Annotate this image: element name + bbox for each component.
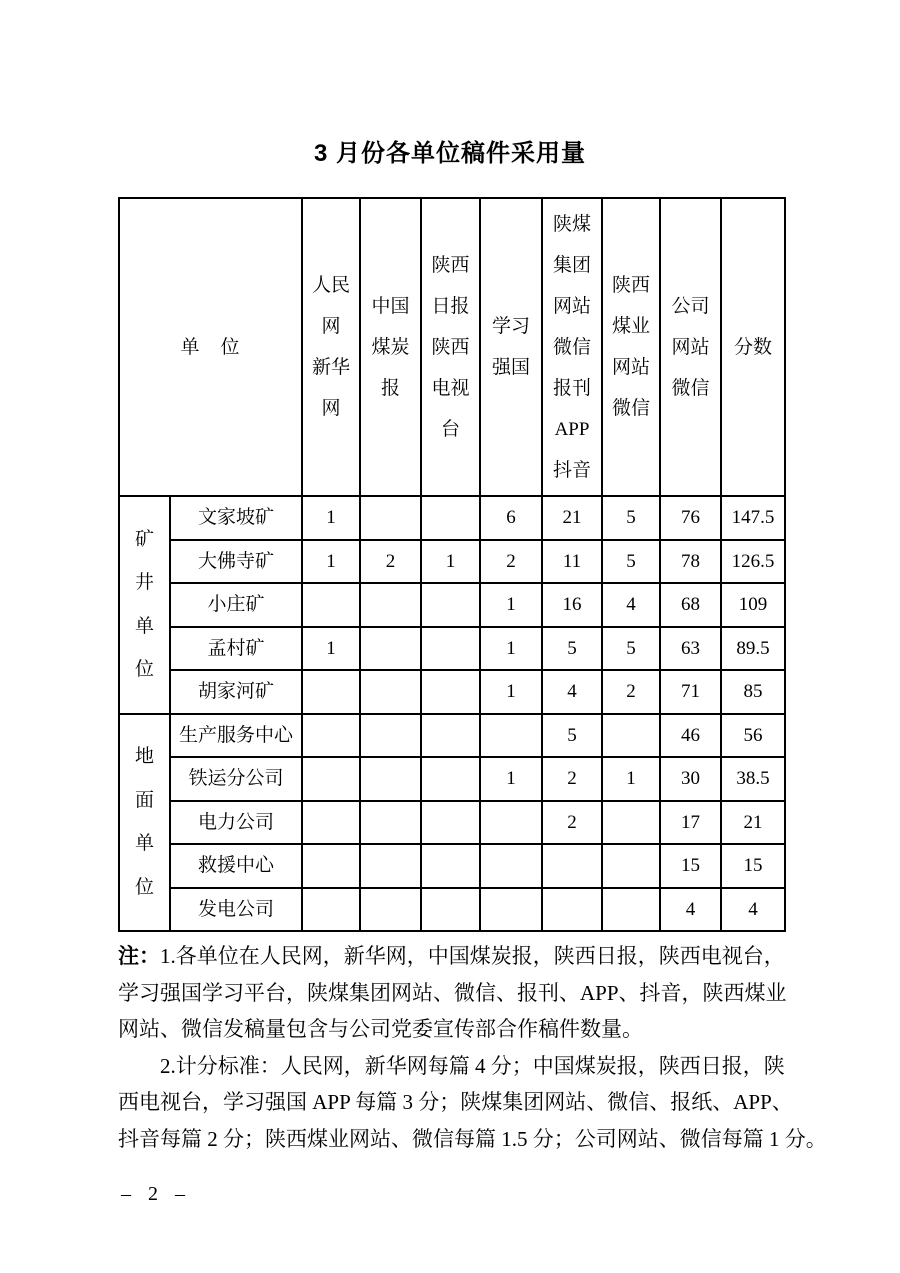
cell-value bbox=[360, 757, 421, 801]
unit-name: 文家坡矿 bbox=[170, 496, 302, 540]
cell-value bbox=[302, 757, 360, 801]
cell-value bbox=[302, 670, 360, 714]
cell-value: 2 bbox=[480, 540, 542, 584]
cell-value: 1 bbox=[302, 627, 360, 671]
header-line: 微信 bbox=[553, 336, 592, 358]
unit-name: 胡家河矿 bbox=[170, 670, 302, 714]
cell-value: 1 bbox=[302, 496, 360, 540]
cell-value: 68 bbox=[660, 583, 721, 627]
table-row bbox=[119, 714, 785, 758]
cell-value: 71 bbox=[660, 670, 721, 714]
cell-value: 4 bbox=[660, 888, 721, 932]
header-line: APP bbox=[554, 418, 590, 440]
cell-value bbox=[480, 714, 542, 758]
cell-value bbox=[421, 670, 480, 714]
cell-value bbox=[360, 801, 421, 845]
cell-value: 21 bbox=[721, 801, 785, 845]
cell-value: 4 bbox=[721, 888, 785, 932]
note-1-text: 1.各单位在人民网，新华网，中国煤炭报，陕西日报，陕西电视台， bbox=[160, 944, 785, 968]
header-line: 陕西 bbox=[431, 254, 470, 276]
note-2-line-3: 抖音每篇 2 分；陕西煤业网站、微信每篇 1.5 分；公司网站、微信每篇 1 分。 bbox=[118, 1126, 827, 1151]
table-row bbox=[119, 627, 785, 671]
cell-value bbox=[602, 801, 660, 845]
unit-name: 铁运分公司 bbox=[170, 757, 302, 801]
header-line: 集团 bbox=[553, 254, 592, 276]
cell-value bbox=[360, 714, 421, 758]
col-header-renmin-xinhua-net bbox=[302, 198, 360, 496]
cell-value: 1 bbox=[480, 757, 542, 801]
notes bbox=[118, 938, 827, 1157]
cell-value: 5 bbox=[542, 627, 602, 671]
table-row bbox=[119, 540, 785, 584]
header-line: 网 bbox=[321, 316, 341, 337]
cell-value bbox=[421, 583, 480, 627]
table-header-row bbox=[119, 198, 785, 496]
note-2-line-2: 西电视台，学习强国 APP 每篇 3 分；陕煤集团网站、微信、报纸、APP、 bbox=[118, 1090, 793, 1114]
submissions-table bbox=[118, 197, 786, 932]
header-line: 学习 bbox=[492, 316, 531, 337]
unit-name: 电力公司 bbox=[170, 801, 302, 845]
page-title: 3 月份各单位稿件采用量 bbox=[313, 140, 586, 167]
cell-value: 2 bbox=[542, 757, 602, 801]
cell-value bbox=[421, 801, 480, 845]
cell-value bbox=[302, 714, 360, 758]
corner-header-unit: 单 位 bbox=[119, 198, 302, 496]
table-row bbox=[119, 801, 785, 845]
group-label-text: 地面单位 bbox=[134, 746, 154, 898]
cell-value: 2 bbox=[542, 801, 602, 845]
cell-value bbox=[602, 714, 660, 758]
page-number: – 2 – bbox=[121, 1183, 191, 1205]
cell-value: 2 bbox=[602, 670, 660, 714]
col-header-shaanxi-coal-group-media bbox=[542, 198, 602, 496]
cell-value: 4 bbox=[542, 670, 602, 714]
header-line: 中国 bbox=[371, 295, 410, 317]
cell-value bbox=[360, 670, 421, 714]
header-line: 公司 bbox=[671, 295, 710, 317]
cell-value: 5 bbox=[602, 540, 660, 584]
unit-name: 小庄矿 bbox=[170, 583, 302, 627]
cell-value bbox=[480, 844, 542, 888]
cell-value bbox=[302, 888, 360, 932]
cell-value: 78 bbox=[660, 540, 721, 584]
table-row bbox=[119, 844, 785, 888]
header-line: 日报 bbox=[431, 295, 470, 317]
cell-value bbox=[421, 496, 480, 540]
cell-value: 15 bbox=[721, 844, 785, 888]
header-line: 微信 bbox=[612, 398, 651, 419]
cell-value: 21 bbox=[542, 496, 602, 540]
cell-value: 56 bbox=[721, 714, 785, 758]
cell-value bbox=[602, 844, 660, 888]
header-line: 新华 bbox=[312, 357, 351, 378]
cell-value: 46 bbox=[660, 714, 721, 758]
header-line: 电视 bbox=[431, 377, 470, 399]
cell-value: 5 bbox=[602, 496, 660, 540]
cell-value: 1 bbox=[480, 627, 542, 671]
cell-value: 63 bbox=[660, 627, 721, 671]
cell-value: 89.5 bbox=[721, 627, 785, 671]
note-1-line-3: 网站、微信发稿量包含与公司党委宣传部合作稿件数量。 bbox=[118, 1017, 643, 1041]
cell-value: 1 bbox=[302, 540, 360, 584]
cell-value bbox=[360, 888, 421, 932]
cell-value: 85 bbox=[721, 670, 785, 714]
group-label-text: 矿井单位 bbox=[134, 528, 154, 681]
cell-value bbox=[542, 844, 602, 888]
header-line: 微信 bbox=[671, 377, 710, 399]
header-line: 报 bbox=[381, 377, 401, 399]
header-line: 陕煤 bbox=[553, 213, 592, 235]
col-header-xuexi-qiangguo bbox=[480, 198, 542, 496]
header-line: 台 bbox=[441, 418, 461, 440]
cell-value: 109 bbox=[721, 583, 785, 627]
cell-value: 2 bbox=[360, 540, 421, 584]
cell-value bbox=[421, 757, 480, 801]
cell-value: 1 bbox=[421, 540, 480, 584]
col-header-company-website-wechat bbox=[660, 198, 721, 496]
cell-value bbox=[480, 801, 542, 845]
cell-value: 5 bbox=[602, 627, 660, 671]
cell-value bbox=[360, 583, 421, 627]
header-line: 网站 bbox=[671, 336, 710, 358]
header-line: 网 bbox=[321, 398, 341, 419]
cell-value: 30 bbox=[660, 757, 721, 801]
unit-name: 孟村矿 bbox=[170, 627, 302, 671]
group-label-surface-units bbox=[119, 714, 170, 932]
cell-value: 4 bbox=[602, 583, 660, 627]
note-1-line-1 bbox=[118, 938, 794, 975]
note-2-line-1: 2.计分标准：人民网，新华网每篇 4 分；中国煤炭报，陕西日报，陕 bbox=[160, 1053, 785, 1078]
unit-name: 救援中心 bbox=[170, 844, 302, 888]
cell-value bbox=[302, 801, 360, 845]
cell-value bbox=[602, 888, 660, 932]
cell-value: 1 bbox=[480, 670, 542, 714]
table-row bbox=[119, 757, 785, 801]
cell-value bbox=[421, 714, 480, 758]
cell-value: 1 bbox=[602, 757, 660, 801]
header-line: 强国 bbox=[492, 357, 531, 378]
col-header-score: 分数 bbox=[721, 198, 785, 496]
cell-value: 6 bbox=[480, 496, 542, 540]
cell-value bbox=[421, 888, 480, 932]
group-label-mine-units bbox=[119, 496, 170, 714]
col-header-shaanxi-daily-tv bbox=[421, 198, 480, 496]
cell-value: 5 bbox=[542, 714, 602, 758]
header-line: 抖音 bbox=[553, 459, 592, 481]
table-row bbox=[119, 496, 785, 540]
table-row bbox=[119, 670, 785, 714]
col-header-china-coal-news bbox=[360, 198, 421, 496]
header-line: 陕西 bbox=[431, 336, 470, 358]
header-line: 煤炭 bbox=[371, 336, 410, 358]
cell-value bbox=[360, 844, 421, 888]
header-line: 报刊 bbox=[553, 377, 592, 399]
cell-value: 38.5 bbox=[721, 757, 785, 801]
header-line: 网站 bbox=[553, 295, 592, 317]
unit-name: 大佛寺矿 bbox=[170, 540, 302, 584]
header-line: 陕西 bbox=[612, 275, 651, 296]
cell-value bbox=[302, 844, 360, 888]
header-line: 煤业 bbox=[612, 316, 651, 337]
cell-value bbox=[360, 627, 421, 671]
cell-value bbox=[421, 844, 480, 888]
cell-value: 16 bbox=[542, 583, 602, 627]
cell-value: 11 bbox=[542, 540, 602, 584]
cell-value bbox=[360, 496, 421, 540]
cell-value: 147.5 bbox=[721, 496, 785, 540]
cell-value: 76 bbox=[660, 496, 721, 540]
table-row bbox=[119, 583, 785, 627]
cell-value: 17 bbox=[660, 801, 721, 845]
header-line: 人民 bbox=[312, 275, 351, 296]
cell-value: 126.5 bbox=[721, 540, 785, 584]
note-1-line-2: 学习强国学习平台，陕煤集团网站、微信、报刊、APP、抖音，陕西煤业 bbox=[118, 980, 787, 1005]
header-line: 网站 bbox=[612, 357, 651, 378]
unit-name: 生产服务中心 bbox=[170, 714, 302, 758]
note-prefix: 注： bbox=[118, 944, 160, 968]
cell-value bbox=[542, 888, 602, 932]
cell-value bbox=[302, 583, 360, 627]
cell-value bbox=[421, 627, 480, 671]
col-header-shaanxi-coal-industry-media bbox=[602, 198, 660, 496]
cell-value bbox=[480, 888, 542, 932]
unit-name: 发电公司 bbox=[170, 888, 302, 932]
table-row bbox=[119, 888, 785, 932]
cell-value: 15 bbox=[660, 844, 721, 888]
cell-value: 1 bbox=[480, 583, 542, 627]
